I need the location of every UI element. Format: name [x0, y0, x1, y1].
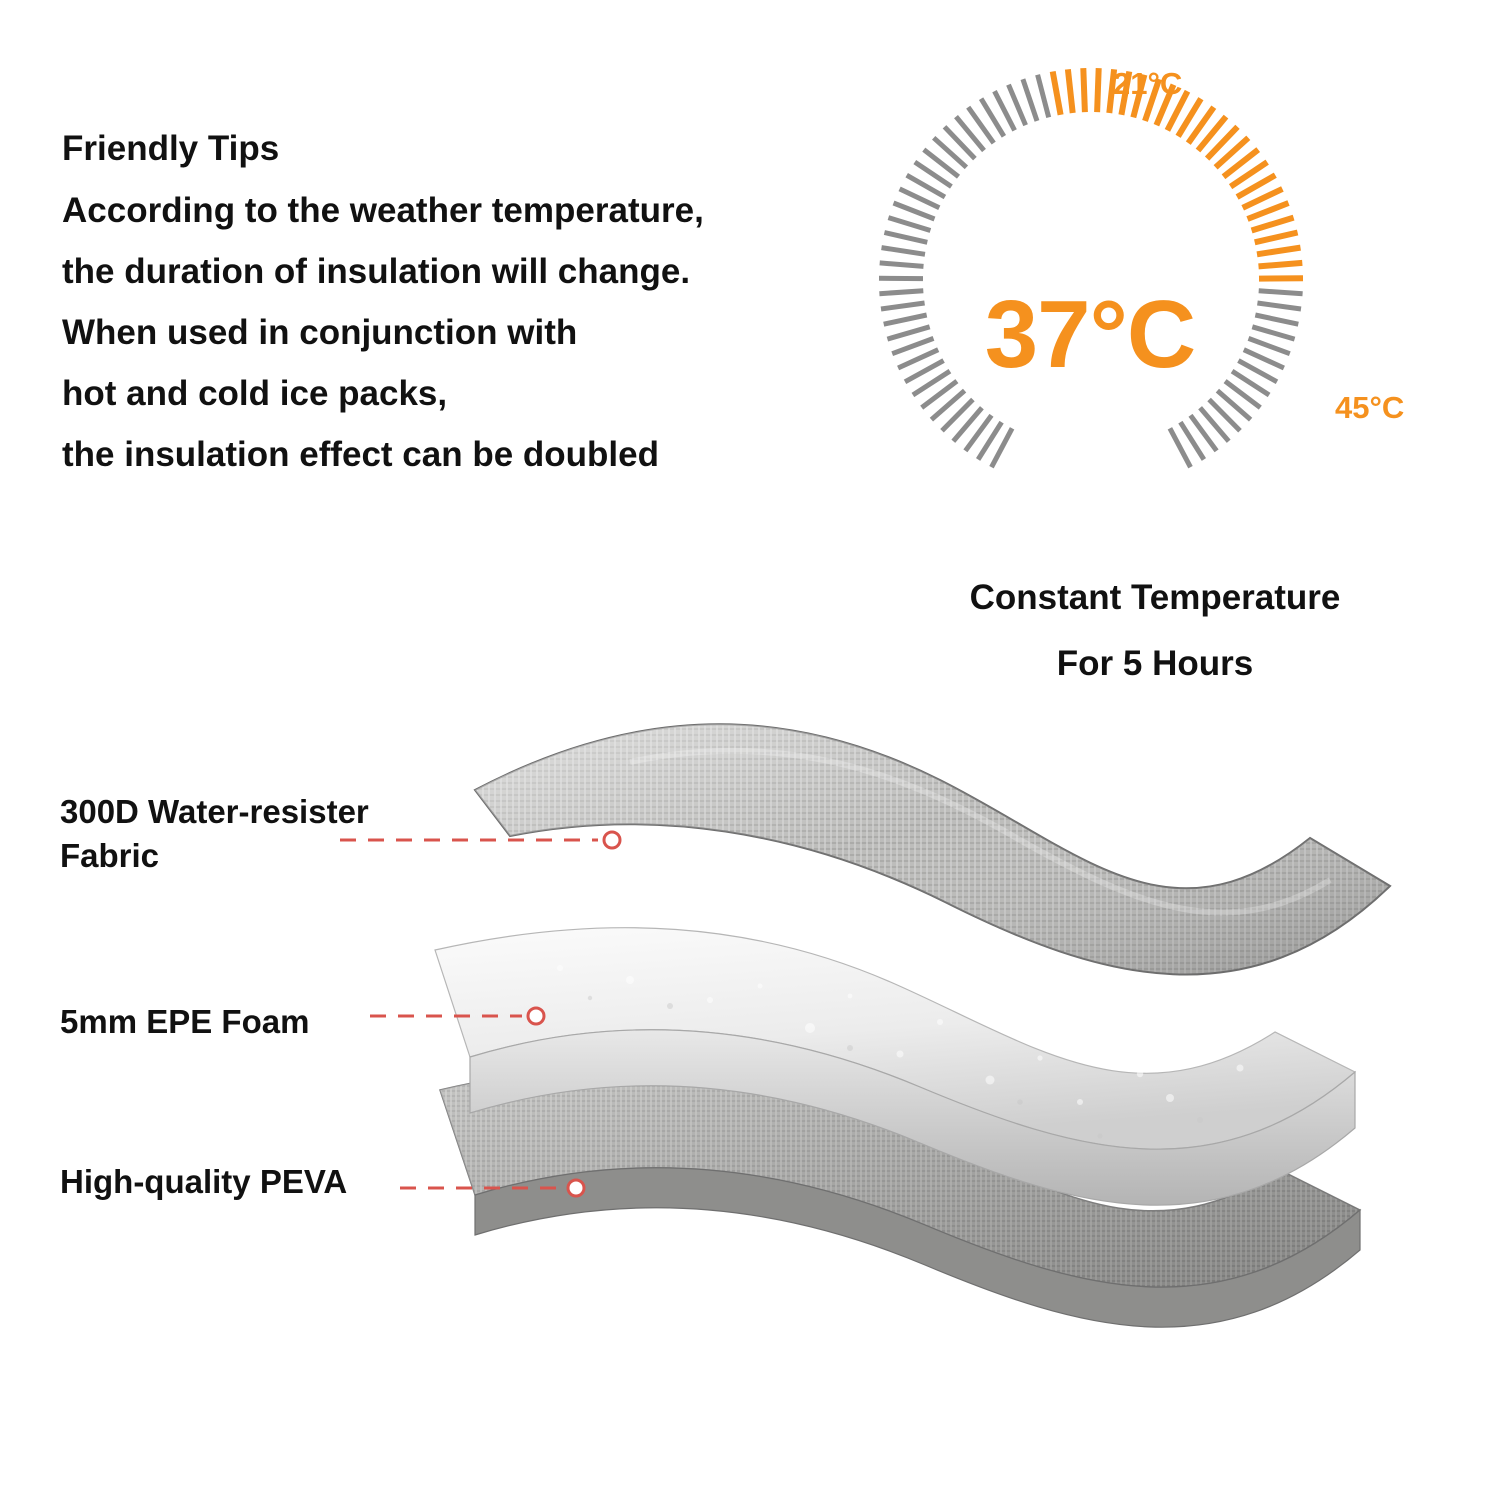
gauge-max-label: 45°C — [1335, 390, 1405, 425]
tips-line-3: When used in conjunction with — [62, 313, 578, 352]
gauge-center-value: 37°C — [984, 281, 1196, 388]
callout-peva: High-quality PEVA — [60, 1163, 348, 1200]
tips-line-4: hot and cold ice packs, — [62, 374, 448, 413]
gauge-caption-line-2: For 5 Hours — [1056, 644, 1254, 683]
callout-fabric-line-2: Fabric — [60, 837, 160, 874]
leader-dot-foam — [528, 1008, 544, 1024]
tips-line-2: the duration of insulation will change. — [62, 252, 691, 291]
tips-line-5: the insulation effect can be doubled — [62, 435, 659, 474]
gauge-caption-line-1: Constant Temperature — [969, 578, 1341, 617]
gauge-min-label: 21°C — [1113, 66, 1183, 101]
leader-dot-fabric — [604, 832, 620, 848]
callout-fabric-line-1: 300D Water-resister — [60, 793, 369, 830]
tips-title: Friendly Tips — [62, 129, 280, 168]
tips-line-1: According to the weather temperature, — [62, 191, 704, 230]
callout-foam: 5mm EPE Foam — [60, 1003, 310, 1040]
leader-dot-peva — [568, 1180, 584, 1196]
